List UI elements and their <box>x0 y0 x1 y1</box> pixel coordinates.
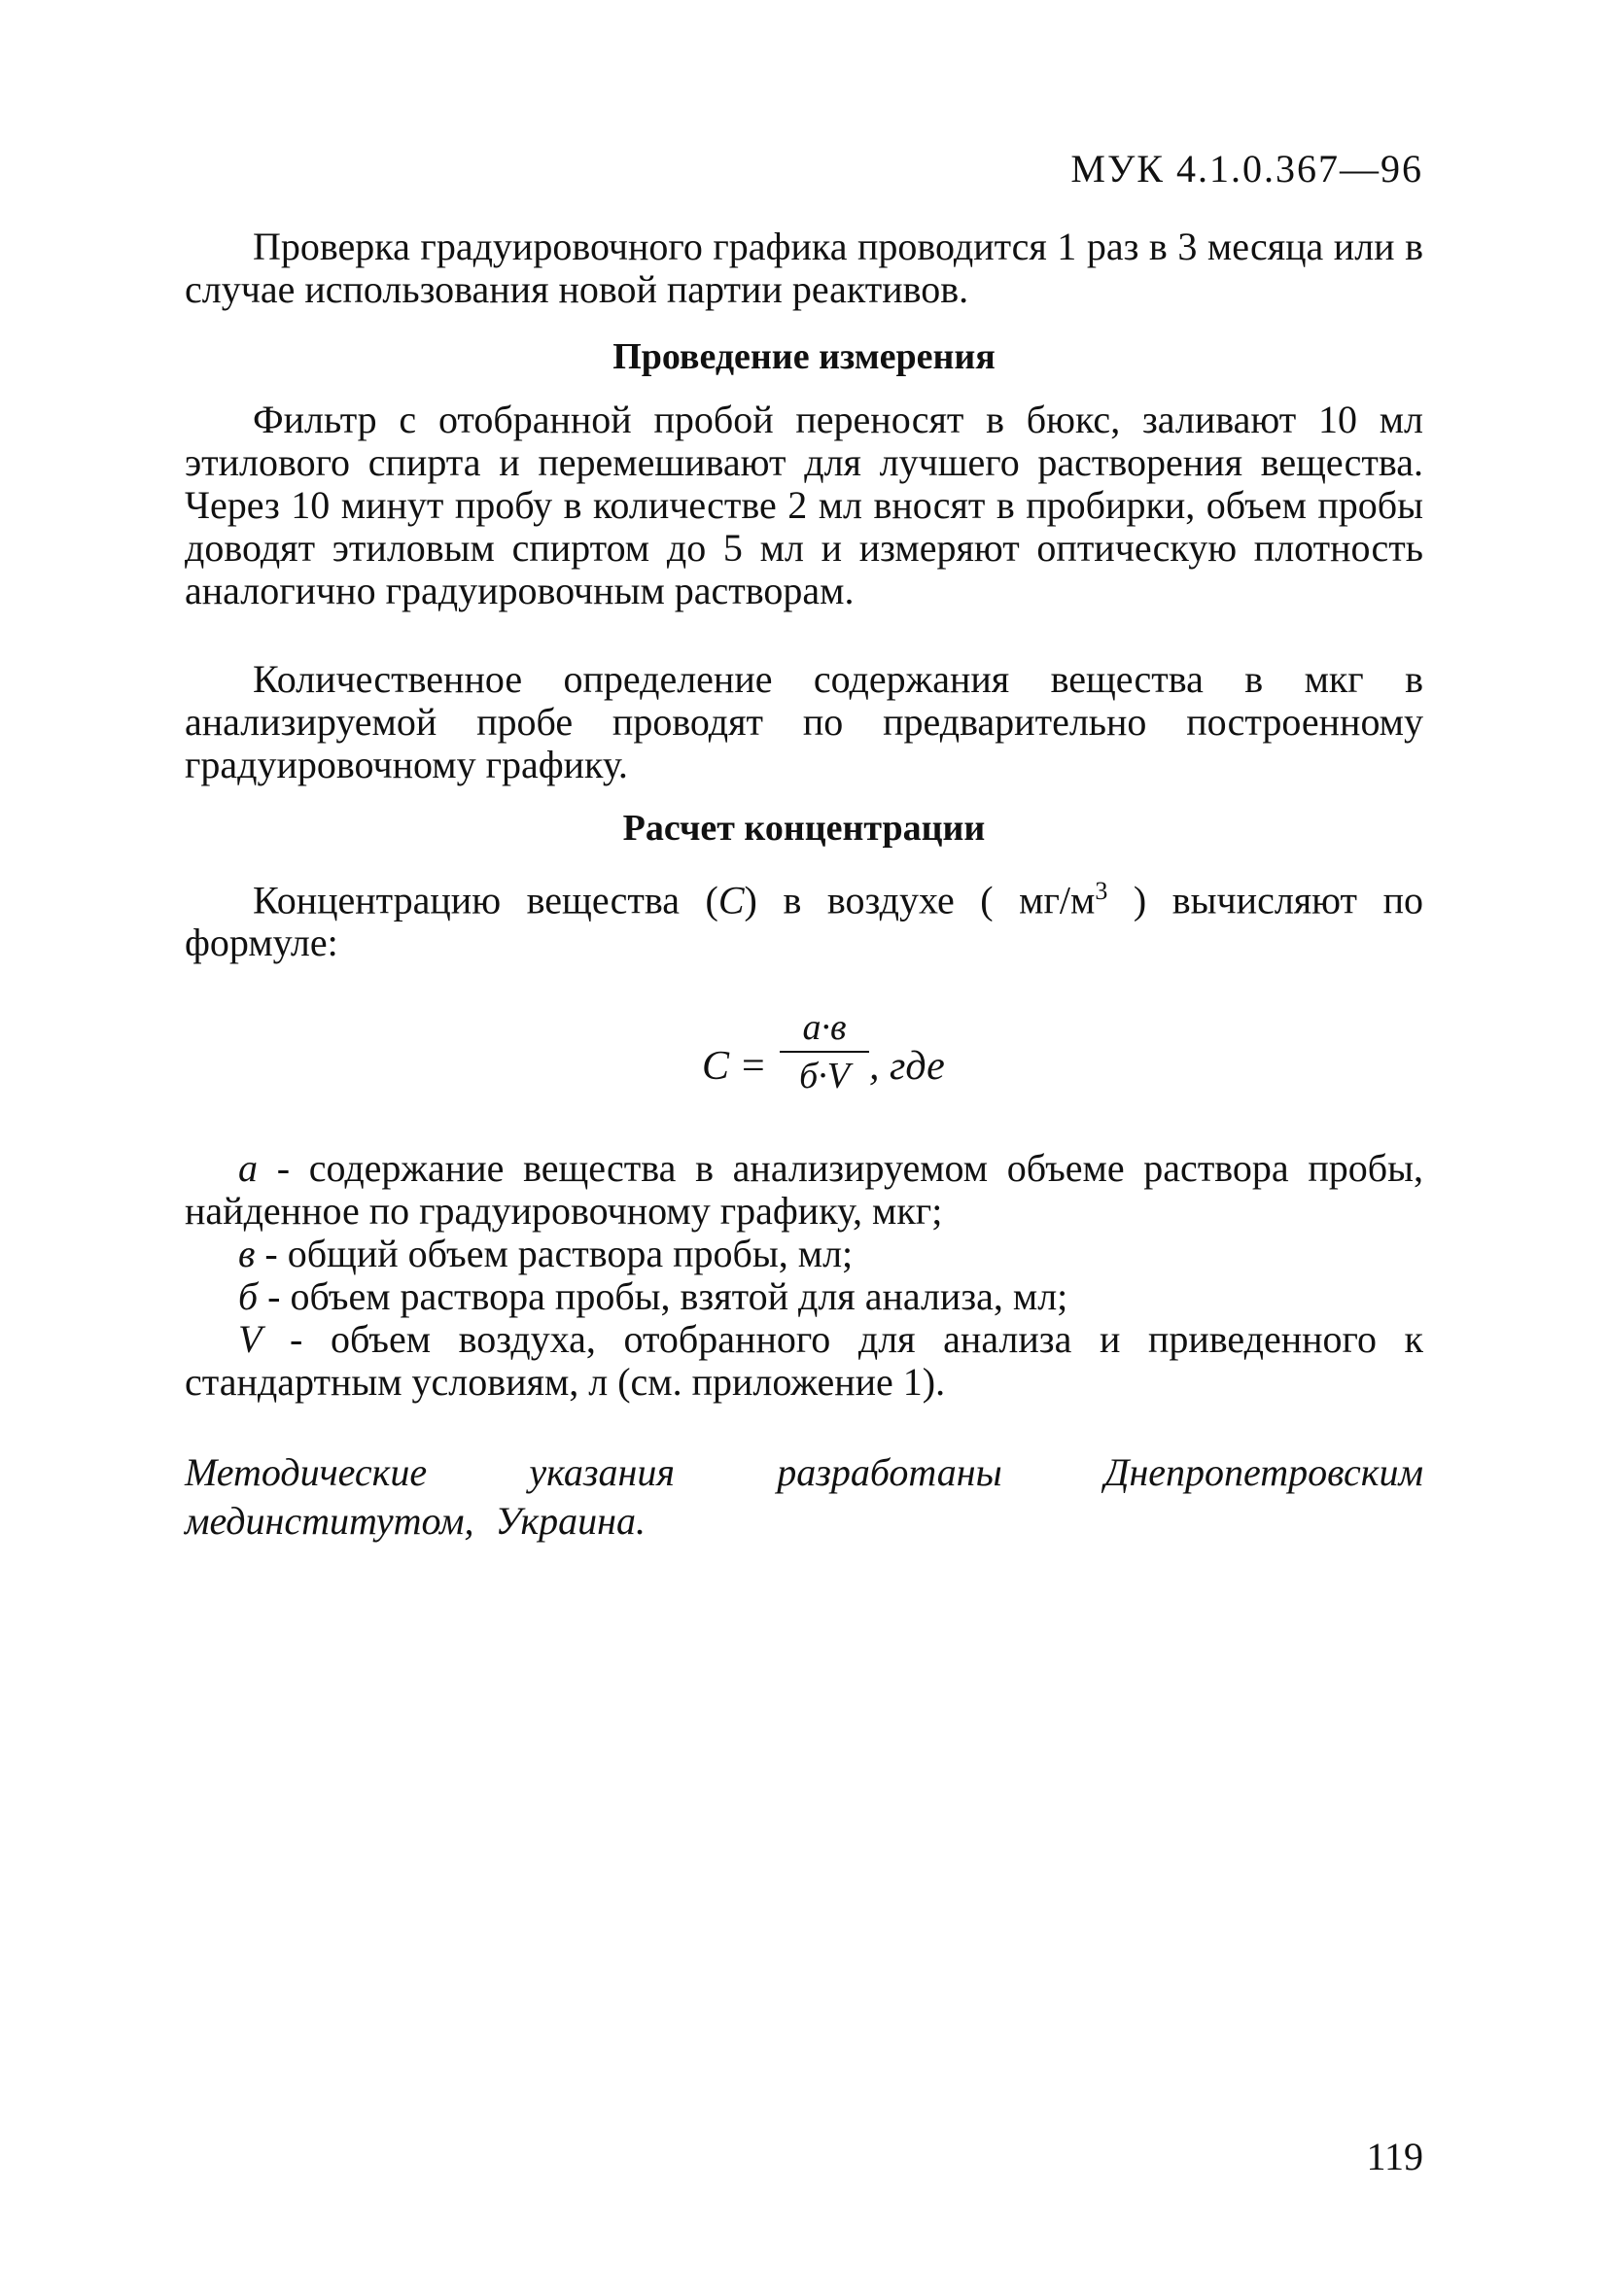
page-number: 119 <box>1366 2135 1423 2178</box>
definition-symbol: в <box>238 1232 256 1275</box>
footer-note: Методические указания разработаны Днепропетровским мединститутом, Украина. <box>185 1450 1423 1543</box>
definition-a <box>185 1147 1423 1233</box>
definition-b <box>185 1275 1423 1318</box>
unit-exponent: 3 <box>1095 877 1108 905</box>
definition-symbol: б <box>238 1274 259 1318</box>
formula-numerator: а·в <box>802 1007 847 1048</box>
definition-text: - содержание вещества в анализируемом объеме раствора пробы, найденное по градуировочному графику, мкг; <box>185 1146 1423 1233</box>
section-title-measurement: Проведение измерения <box>612 336 996 377</box>
definition-text: - объем раствора пробы, взятой для анализа, мл; <box>258 1274 1068 1318</box>
definition-text: - объем воздуха, отобранного для анализа и приведенного к стандартным условиям, л (см. приложение 1). <box>185 1317 1423 1404</box>
fraction-bar <box>780 1051 869 1053</box>
formula-fraction <box>780 1006 869 1097</box>
measurement-paragraph-1: Фильтр с отобранной пробой переносят в бюкс, заливают 10 мл этилового спирта и перемешивают для лучшего растворения вещества. Через 10 минут пробу в количестве 2 мл вносят в пробирки, объем пробы доводят этиловым спиртом до 5 мл и измеряют оптическую плотность аналогично градуировочным растворам. <box>185 398 1423 612</box>
calculation-intro-text-2: ) в воздухе ( мг/м <box>744 878 1096 922</box>
definition-volume <box>185 1318 1423 1404</box>
formula-lhs: С <box>702 1044 730 1089</box>
calculation-intro-text-1: Концентрацию вещества ( <box>253 878 718 922</box>
formula-tail: , где <box>869 1044 945 1089</box>
definition-symbol: а <box>238 1146 258 1190</box>
concentration-symbol: С <box>717 878 745 922</box>
definition-text: - общий объем раствора пробы, мл; <box>255 1232 854 1275</box>
intro-paragraph: Проверка градуировочного графика проводится 1 раз в 3 месяца или в случае использования новой партии реактивов. <box>185 225 1423 311</box>
formula-denominator: б·V <box>799 1056 850 1096</box>
concentration-formula <box>0 1006 1608 1123</box>
document-code: МУК 4.1.0.367—96 <box>1070 147 1423 191</box>
definition-v <box>185 1233 1423 1275</box>
calculation-intro-text-3: ) вычисляют по формуле: <box>185 878 1423 965</box>
measurement-paragraph-2: Количественное определение содержания вещества в мкг в анализируемой пробе проводят по предварительно построенному градуировочному графику. <box>185 657 1423 786</box>
section-title-calculation: Расчет концентрации <box>622 808 986 849</box>
definition-symbol: V <box>238 1317 262 1361</box>
formula-equals: = <box>742 1044 765 1089</box>
calculation-intro <box>185 870 1423 964</box>
